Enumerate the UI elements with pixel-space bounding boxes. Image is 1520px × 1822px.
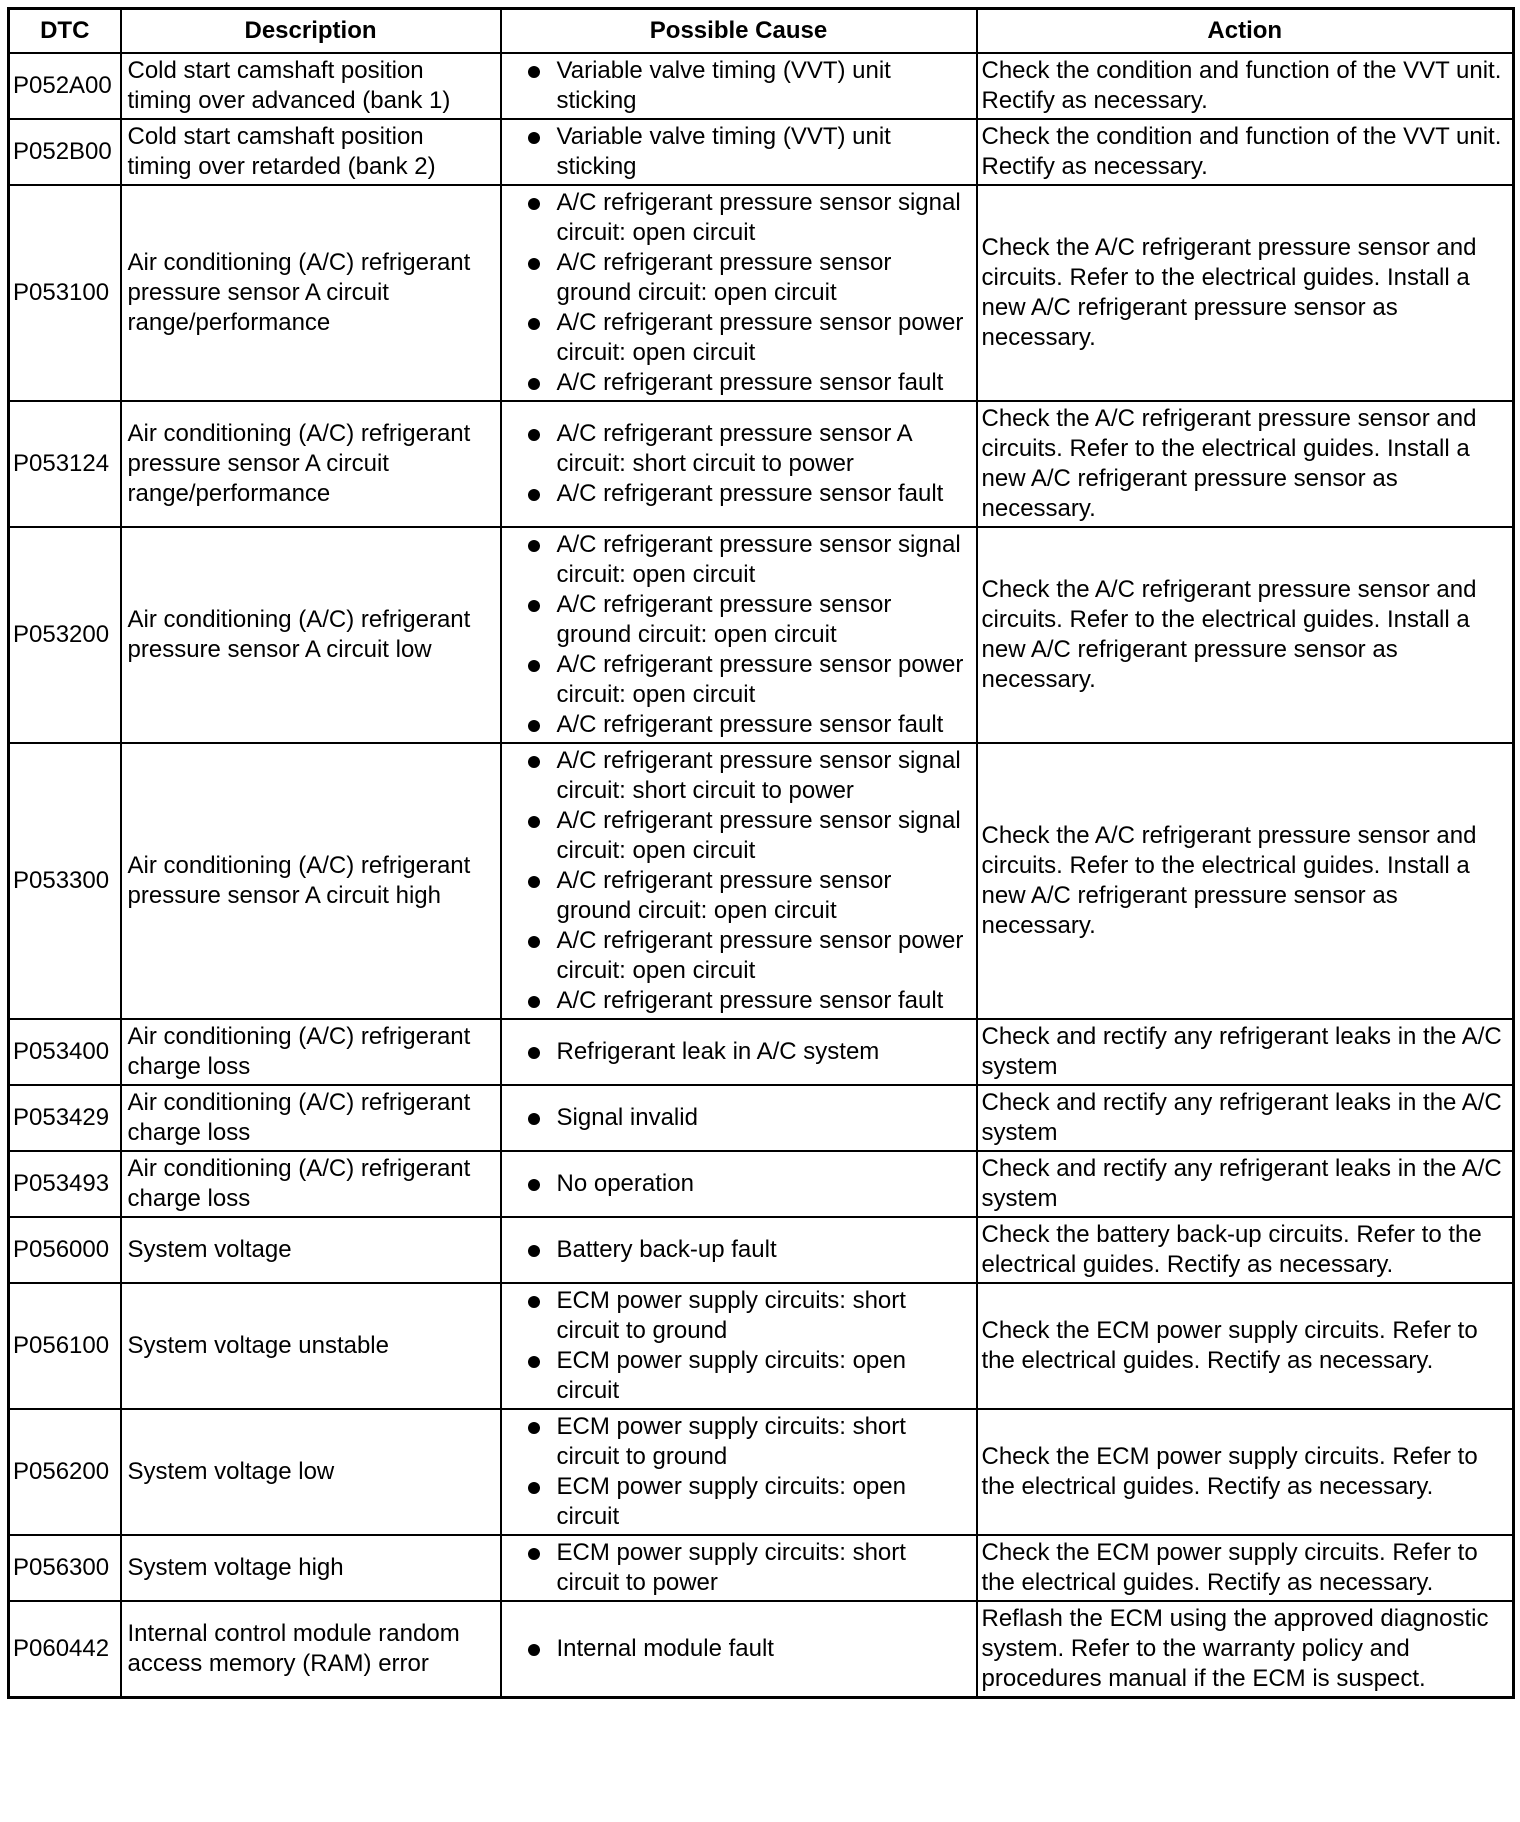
- cause-item: [507, 1103, 971, 1133]
- cause-item: [507, 1235, 971, 1265]
- cause-item: [507, 530, 971, 590]
- cause-item: [507, 1538, 971, 1598]
- bullet-icon: [528, 489, 540, 501]
- cause-item: [507, 188, 971, 248]
- cause-item: [507, 308, 971, 368]
- bullet-icon: [528, 660, 540, 672]
- bullet-icon: [528, 258, 540, 270]
- dtc-action: Check and rectify any refrigerant leaks in the A/C system: [977, 1151, 1514, 1217]
- possible-cause-cell: [501, 185, 977, 401]
- dtc-code: P060442: [9, 1601, 121, 1698]
- dtc-code: P056300: [9, 1535, 121, 1601]
- dtc-action: Check the battery back-up circuits. Refer to the electrical guides. Rectify as necessary.: [977, 1217, 1514, 1283]
- cause-text: Variable valve timing (VVT) unit sticking: [556, 57, 891, 114]
- bullet-icon: [528, 1179, 540, 1191]
- bullet-icon: [528, 66, 540, 78]
- possible-cause-cell: [501, 1409, 977, 1535]
- table-body: [9, 53, 1514, 1698]
- dtc-description: Air conditioning (A/C) refrigerant pressure sensor A circuit high: [121, 743, 501, 1019]
- table-row: [9, 1409, 1514, 1535]
- cause-item: [507, 866, 971, 926]
- cause-text: A/C refrigerant pressure sensor fault: [556, 711, 944, 738]
- cause-item: [507, 1037, 971, 1067]
- dtc-code: P053400: [9, 1019, 121, 1085]
- possible-cause-cell: [501, 1535, 977, 1601]
- possible-cause-cell: [501, 1019, 977, 1085]
- dtc-description: Air conditioning (A/C) refrigerant pressure sensor A circuit range/performance: [121, 185, 501, 401]
- possible-cause-cell: [501, 1283, 977, 1409]
- header-action: Action: [977, 9, 1514, 54]
- possible-cause-cell: [501, 119, 977, 185]
- cause-text: A/C refrigerant pressure sensor signal circuit: open circuit: [556, 807, 961, 864]
- bullet-icon: [528, 600, 540, 612]
- cause-text: A/C refrigerant pressure sensor ground circuit: open circuit: [556, 867, 892, 924]
- dtc-description: System voltage low: [121, 1409, 501, 1535]
- cause-text: A/C refrigerant pressure sensor power circuit: open circuit: [556, 309, 964, 366]
- table-row: [9, 53, 1514, 119]
- bullet-icon: [528, 318, 540, 330]
- dtc-action: Check the A/C refrigerant pressure sensor and circuits. Refer to the electrical guides. Install a new A/C refrigerant pressure sensor as necessary.: [977, 401, 1514, 527]
- cause-text: ECM power supply circuits: short circuit to power: [556, 1539, 906, 1596]
- bullet-icon: [528, 720, 540, 732]
- cause-text: Internal module fault: [556, 1635, 774, 1662]
- cause-list: [507, 1412, 971, 1532]
- dtc-code: P056100: [9, 1283, 121, 1409]
- cause-list: [507, 1103, 971, 1133]
- cause-text: A/C refrigerant pressure sensor ground circuit: open circuit: [556, 591, 892, 648]
- bullet-icon: [528, 1356, 540, 1368]
- bullet-icon: [528, 756, 540, 768]
- cause-text: Variable valve timing (VVT) unit sticking: [556, 123, 891, 180]
- cause-text: A/C refrigerant pressure sensor ground circuit: open circuit: [556, 249, 892, 306]
- cause-item: [507, 56, 971, 116]
- table-row: [9, 185, 1514, 401]
- bullet-icon: [528, 1482, 540, 1494]
- bullet-icon: [528, 540, 540, 552]
- cause-text: A/C refrigerant pressure sensor fault: [556, 369, 944, 396]
- table-row: [9, 1217, 1514, 1283]
- dtc-description: Air conditioning (A/C) refrigerant charge loss: [121, 1085, 501, 1151]
- dtc-description: Cold start camshaft position timing over advanced (bank 1): [121, 53, 501, 119]
- dtc-description: System voltage high: [121, 1535, 501, 1601]
- cause-list: [507, 419, 971, 509]
- dtc-code: P053429: [9, 1085, 121, 1151]
- cause-item: [507, 1472, 971, 1532]
- dtc-description: Air conditioning (A/C) refrigerant charge loss: [121, 1151, 501, 1217]
- bullet-icon: [528, 429, 540, 441]
- cause-list: [507, 1538, 971, 1598]
- bullet-icon: [528, 1047, 540, 1059]
- cause-item: [507, 926, 971, 986]
- table-row: [9, 1535, 1514, 1601]
- possible-cause-cell: [501, 401, 977, 527]
- dtc-description: System voltage unstable: [121, 1283, 501, 1409]
- cause-item: [507, 710, 971, 740]
- bullet-icon: [528, 936, 540, 948]
- cause-item: [507, 1412, 971, 1472]
- bullet-icon: [528, 1296, 540, 1308]
- cause-list: [507, 1037, 971, 1067]
- dtc-description: Air conditioning (A/C) refrigerant pressure sensor A circuit low: [121, 527, 501, 743]
- table-row: [9, 527, 1514, 743]
- cause-item: [507, 1346, 971, 1406]
- dtc-action: Check the ECM power supply circuits. Refer to the electrical guides. Rectify as necessary.: [977, 1535, 1514, 1601]
- dtc-code: P056200: [9, 1409, 121, 1535]
- header-dtc: DTC: [9, 9, 121, 54]
- possible-cause-cell: [501, 1601, 977, 1698]
- bullet-icon: [528, 1644, 540, 1656]
- cause-item: [507, 248, 971, 308]
- cause-list: [507, 746, 971, 1016]
- dtc-code: P053300: [9, 743, 121, 1019]
- dtc-action: Reflash the ECM using the approved diagnostic system. Refer to the warranty policy and procedures manual if the ECM is suspect.: [977, 1601, 1514, 1698]
- dtc-action: Check the ECM power supply circuits. Refer to the electrical guides. Rectify as necessary.: [977, 1409, 1514, 1535]
- cause-list: [507, 1286, 971, 1406]
- dtc-code: P056000: [9, 1217, 121, 1283]
- dtc-action: Check the A/C refrigerant pressure sensor and circuits. Refer to the electrical guides. Install a new A/C refrigerant pressure sensor as necessary.: [977, 527, 1514, 743]
- cause-text: A/C refrigerant pressure sensor signal circuit: open circuit: [556, 189, 961, 246]
- table-row: [9, 743, 1514, 1019]
- cause-item: [507, 1634, 971, 1664]
- cause-item: [507, 806, 971, 866]
- cause-text: A/C refrigerant pressure sensor power circuit: open circuit: [556, 651, 964, 708]
- possible-cause-cell: [501, 527, 977, 743]
- dtc-description: Cold start camshaft position timing over retarded (bank 2): [121, 119, 501, 185]
- dtc-description: Air conditioning (A/C) refrigerant pressure sensor A circuit range/performance: [121, 401, 501, 527]
- header-row: [9, 9, 1514, 54]
- table-row: [9, 1019, 1514, 1085]
- cause-list: [507, 56, 971, 116]
- cause-list: [507, 122, 971, 182]
- bullet-icon: [528, 1245, 540, 1257]
- bullet-icon: [528, 876, 540, 888]
- cause-item: [507, 479, 971, 509]
- cause-text: Battery back-up fault: [556, 1236, 777, 1263]
- cause-list: [507, 1169, 971, 1199]
- dtc-action: Check the ECM power supply circuits. Refer to the electrical guides. Rectify as necessary.: [977, 1283, 1514, 1409]
- bullet-icon: [528, 816, 540, 828]
- header-possible-cause: Possible Cause: [501, 9, 977, 54]
- dtc-code: P053493: [9, 1151, 121, 1217]
- cause-item: [507, 746, 971, 806]
- bullet-icon: [528, 1113, 540, 1125]
- bullet-icon: [528, 996, 540, 1008]
- cause-item: [507, 419, 971, 479]
- dtc-table: [7, 7, 1515, 1699]
- cause-text: Refrigerant leak in A/C system: [556, 1038, 880, 1065]
- table-row: [9, 119, 1514, 185]
- dtc-code: P052A00: [9, 53, 121, 119]
- dtc-description: Internal control module random access memory (RAM) error: [121, 1601, 501, 1698]
- cause-text: A/C refrigerant pressure sensor A circuit: short circuit to power: [556, 420, 912, 477]
- cause-list: [507, 188, 971, 398]
- cause-item: [507, 368, 971, 398]
- cause-list: [507, 1634, 971, 1664]
- cause-item: [507, 986, 971, 1016]
- possible-cause-cell: [501, 743, 977, 1019]
- cause-text: A/C refrigerant pressure sensor signal circuit: open circuit: [556, 531, 961, 588]
- table-row: [9, 1601, 1514, 1698]
- dtc-action: Check and rectify any refrigerant leaks in the A/C system: [977, 1019, 1514, 1085]
- table-row: [9, 401, 1514, 527]
- dtc-code: P052B00: [9, 119, 121, 185]
- cause-text: A/C refrigerant pressure sensor power circuit: open circuit: [556, 927, 964, 984]
- bullet-icon: [528, 1548, 540, 1560]
- cause-text: ECM power supply circuits: open circuit: [556, 1347, 906, 1404]
- cause-text: ECM power supply circuits: short circuit to ground: [556, 1287, 906, 1344]
- dtc-action: Check the A/C refrigerant pressure sensor and circuits. Refer to the electrical guides. Install a new A/C refrigerant pressure sensor as necessary.: [977, 743, 1514, 1019]
- cause-text: No operation: [556, 1170, 694, 1197]
- possible-cause-cell: [501, 53, 977, 119]
- cause-text: A/C refrigerant pressure sensor fault: [556, 987, 944, 1014]
- dtc-description: Air conditioning (A/C) refrigerant charge loss: [121, 1019, 501, 1085]
- cause-text: Signal invalid: [556, 1104, 698, 1131]
- cause-list: [507, 530, 971, 740]
- dtc-code: P053100: [9, 185, 121, 401]
- dtc-action: Check the A/C refrigerant pressure sensor and circuits. Refer to the electrical guides. Install a new A/C refrigerant pressure sensor as necessary.: [977, 185, 1514, 401]
- bullet-icon: [528, 1422, 540, 1434]
- cause-item: [507, 1169, 971, 1199]
- cause-item: [507, 1286, 971, 1346]
- possible-cause-cell: [501, 1217, 977, 1283]
- header-description: Description: [121, 9, 501, 54]
- dtc-action: Check the condition and function of the VVT unit. Rectify as necessary.: [977, 119, 1514, 185]
- cause-text: A/C refrigerant pressure sensor signal circuit: short circuit to power: [556, 747, 961, 804]
- table-row: [9, 1085, 1514, 1151]
- dtc-action: Check and rectify any refrigerant leaks in the A/C system: [977, 1085, 1514, 1151]
- bullet-icon: [528, 132, 540, 144]
- possible-cause-cell: [501, 1085, 977, 1151]
- cause-text: ECM power supply circuits: short circuit to ground: [556, 1413, 906, 1470]
- cause-item: [507, 650, 971, 710]
- dtc-action: Check the condition and function of the VVT unit. Rectify as necessary.: [977, 53, 1514, 119]
- dtc-code: P053124: [9, 401, 121, 527]
- table-row: [9, 1151, 1514, 1217]
- cause-text: A/C refrigerant pressure sensor fault: [556, 480, 944, 507]
- dtc-description: System voltage: [121, 1217, 501, 1283]
- bullet-icon: [528, 378, 540, 390]
- bullet-icon: [528, 198, 540, 210]
- cause-list: [507, 1235, 971, 1265]
- cause-item: [507, 122, 971, 182]
- table-row: [9, 1283, 1514, 1409]
- possible-cause-cell: [501, 1151, 977, 1217]
- cause-text: ECM power supply circuits: open circuit: [556, 1473, 906, 1530]
- cause-item: [507, 590, 971, 650]
- dtc-code: P053200: [9, 527, 121, 743]
